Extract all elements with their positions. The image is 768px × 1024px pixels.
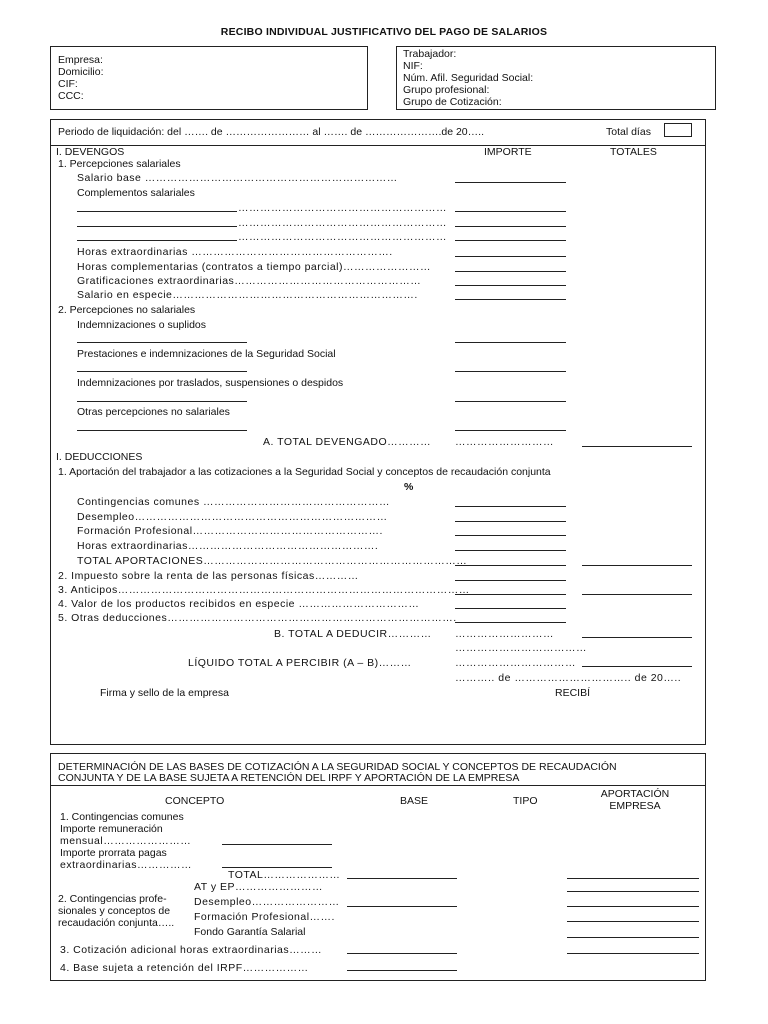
document-title: RECIBO INDIVIDUAL JUSTIFICATIVO DEL PAGO DE SALARIOS <box>220 26 548 38</box>
total-devengado-dots: ……………………… <box>455 436 554 448</box>
horas-extraordinarias-ded: Horas extraordinarias……………………………………………. <box>77 540 379 552</box>
horas-extra-ded-line[interactable] <box>455 550 566 551</box>
formacion-line[interactable] <box>455 535 566 536</box>
contingencias-comunes: Contingencias comunes …………………………………………… <box>77 496 390 508</box>
importe-prorrata: Importe prorrata pagas <box>60 847 167 859</box>
indemnizaciones-traslados: Indemnizaciones por traslados, suspensiones o despidos <box>77 377 344 389</box>
formacion-aportacion-line[interactable] <box>567 921 699 922</box>
complemento-1-dots: ………………………………………………… <box>238 202 447 214</box>
horas-complementarias-line[interactable] <box>455 271 566 272</box>
desempleo-aportacion-line[interactable] <box>567 906 699 907</box>
desempleo-line[interactable] <box>455 521 566 522</box>
empresa-fields <box>58 54 104 102</box>
cont-prof-line1: 2. Contingencias profe- <box>58 893 167 905</box>
fecha-line[interactable]: ……….. de ………………………….. de 20….. <box>455 672 682 684</box>
afiliacion-label: Núm. Afil. Seguridad Social: <box>403 72 534 84</box>
bases-heading-divider <box>50 785 706 786</box>
total-deducir-dots: ……………………… <box>455 628 554 640</box>
complemento-2-dots: ………………………………………………… <box>238 217 447 229</box>
totales-column-header: TOTALES <box>610 146 657 158</box>
remuneracion-mensual-line[interactable] <box>222 844 332 845</box>
formacion-profesional: Formación Profesional……………………………………………. <box>77 525 383 537</box>
cotizacion-adicional-aportacion-line[interactable] <box>567 953 699 954</box>
fondo-garantia: Fondo Garantía Salarial <box>194 926 306 938</box>
aportacion-trabajador: 1. Aportación del trabajador a las cotizaciones a la Seguridad Social y conceptos de recaudación conjunta <box>58 466 551 478</box>
total-aportaciones-line[interactable] <box>455 565 566 566</box>
base-retencion-irpf: 4. Base sujeta a retención del IRPF……………… <box>60 962 309 974</box>
total-deducir-label: B. TOTAL A DEDUCIR………… <box>274 628 432 640</box>
otras-percepciones-name-line[interactable] <box>77 430 247 431</box>
base-irpf-line[interactable] <box>347 970 457 971</box>
importe-column-header: IMPORTE <box>484 146 532 158</box>
desempleo: Desempleo…………………………………………………………… <box>77 511 388 523</box>
period-divider <box>50 145 706 146</box>
complemento-3-dots: ………………………………………………… <box>238 231 447 243</box>
periodo-liquidacion: Periodo de liquidación: del ……. de …………………… al ……. de ………………….de 20….. <box>58 126 484 138</box>
salario-base: Salario base …………………………………………………………… <box>77 172 398 184</box>
bases-heading-line2: CONJUNTA Y DE LA BASE SUJETA A RETENCIÓN DEL IRPF Y APORTACIÓN DE LA EMPRESA <box>58 772 520 784</box>
complemento-3-line[interactable] <box>455 240 566 241</box>
desempleo-base-line[interactable] <box>347 906 457 907</box>
indemnizaciones-line[interactable] <box>455 342 566 343</box>
horas-extraordinarias-line[interactable] <box>455 256 566 257</box>
at-ep-line[interactable] <box>567 891 699 892</box>
total-deducir-line[interactable] <box>582 637 692 638</box>
liquido-total-label: LÍQUIDO TOTAL A PERCIBIR (A – B)……… <box>188 657 412 669</box>
at-ep: AT y EP…………………… <box>194 881 324 893</box>
irpf-line[interactable] <box>455 580 566 581</box>
complemento-2-line[interactable] <box>455 226 566 227</box>
percent-header: % <box>404 481 414 493</box>
liquido-total-dots: …………………………… <box>455 657 576 669</box>
empresa-label: Empresa: <box>58 54 103 66</box>
otras-percepciones: Otras percepciones no salariales <box>77 406 230 418</box>
cif-label: CIF: <box>58 78 78 90</box>
prestaciones-line[interactable] <box>455 371 566 372</box>
deducciones-heading: I. DEDUCCIONES <box>56 451 143 463</box>
salario-especie: Salario en especie…………………………………………………………. <box>77 289 418 301</box>
trabajador-label: Trabajador: <box>403 48 457 60</box>
complemento-1-line[interactable] <box>455 211 566 212</box>
grupo-cotizacion-label: Grupo de Cotización: <box>403 96 502 108</box>
irpf: 2. Impuesto sobre la renta de las personas físicas………… <box>58 570 359 582</box>
anticipos: 3. Anticipos…………………………………………………………………………………… <box>58 584 470 596</box>
prorrata-line[interactable] <box>222 867 332 868</box>
otras-deducciones: 5. Otras deducciones……………………………………………………………………. <box>58 612 457 624</box>
indemnizaciones-name-line[interactable] <box>77 342 247 343</box>
horas-extraordinarias: Horas extraordinarias ………………………………………………. <box>77 246 393 258</box>
aportacion-header-line2: EMPRESA <box>609 800 661 812</box>
bases-total-aportacion-line[interactable] <box>567 878 699 879</box>
total-aportaciones-total-line[interactable] <box>582 565 692 566</box>
otras-percepciones-line[interactable] <box>455 430 566 431</box>
bases-total: TOTAL………………… <box>228 869 341 881</box>
liquido-total-line[interactable] <box>582 666 692 667</box>
percepciones-no-salariales: 2. Percepciones no salariales <box>58 304 196 316</box>
prestaciones-name-line[interactable] <box>77 371 247 372</box>
contingencias-profesionales <box>58 893 174 929</box>
total-aportaciones: TOTAL APORTACIONES……………………………………………………………… <box>77 555 468 567</box>
fondo-garantia-line[interactable] <box>567 937 699 938</box>
percepciones-salariales: 1. Percepciones salariales <box>58 158 181 170</box>
gratificaciones-line[interactable] <box>455 285 566 286</box>
prorrata-extraordinarias: extraordinarias…………… <box>60 859 192 871</box>
concepto-column-header: CONCEPTO <box>165 795 225 807</box>
recibi-label: RECIBÍ <box>555 687 591 699</box>
gratificaciones-extraordinarias: Gratificaciones extraordinarias…………………………………………… <box>77 275 422 287</box>
bases-heading-line1: DETERMINACIÓN DE LAS BASES DE COTIZACIÓN A LA SEGURIDAD SOCIAL Y CONCEPTOS DE RECAUDACIÓN <box>58 761 617 773</box>
bases-formacion: Formación Profesional……. <box>194 911 335 923</box>
salario-especie-line[interactable] <box>455 299 566 300</box>
complemento-2-name-line[interactable] <box>77 226 237 227</box>
total-dias-field[interactable] <box>664 123 692 137</box>
otras-deducciones-line[interactable] <box>455 622 566 623</box>
prestaciones-seguridad-social: Prestaciones e indemnizaciones de la Seguridad Social <box>77 348 336 360</box>
devengos-heading: I. DEVENGOS <box>56 146 125 158</box>
anticipos-line[interactable] <box>455 594 566 595</box>
traslados-name-line[interactable] <box>77 401 247 402</box>
contingencias-line[interactable] <box>455 506 566 507</box>
aportacion-column-header <box>570 788 700 812</box>
total-devengado-line[interactable] <box>582 446 692 447</box>
base-column-header: BASE <box>400 795 429 807</box>
cont-prof-line3: recaudación conjunta….. <box>58 917 175 929</box>
total-dias-label: Total días <box>606 126 651 138</box>
complementos-salariales: Complementos salariales <box>77 187 195 199</box>
extra-dots-row: ……………………………… <box>455 642 587 654</box>
salario-base-line[interactable] <box>455 182 566 183</box>
importe-remuneracion: Importe remuneración <box>60 823 163 835</box>
importe-mensual: mensual…………………… <box>60 835 192 847</box>
complemento-3-name-line[interactable] <box>77 240 237 241</box>
tipo-column-header: TIPO <box>513 795 538 807</box>
ccc-label: CCC: <box>58 90 84 102</box>
indemnizaciones-suplidos: Indemnizaciones o suplidos <box>77 319 206 331</box>
anticipos-total-line[interactable] <box>582 594 692 595</box>
grupo-profesional-label: Grupo profesional: <box>403 84 490 96</box>
bases-contingencias-comunes: 1. Contingencias comunes <box>60 811 184 823</box>
traslados-line[interactable] <box>455 401 566 402</box>
total-devengado-label: A. TOTAL DEVENGADO………… <box>263 436 432 448</box>
cotizacion-adicional-base-line[interactable] <box>347 953 457 954</box>
cotizacion-adicional: 3. Cotización adicional horas extraordinarias……… <box>60 944 323 956</box>
nif-label: NIF: <box>403 60 423 72</box>
domicilio-label: Domicilio: <box>58 66 104 78</box>
aportacion-header-line1: APORTACIÓN <box>600 788 670 800</box>
complemento-1-name-line[interactable] <box>77 211 237 212</box>
cont-prof-line2: sionales y conceptos de <box>58 905 171 917</box>
productos-especie-line[interactable] <box>455 608 566 609</box>
bases-total-base-line[interactable] <box>347 878 457 879</box>
firma-empresa: Firma y sello de la empresa <box>100 687 229 699</box>
bases-desempleo: Desempleo…………………… <box>194 896 340 908</box>
horas-complementarias: Horas complementarias (contratos a tiempo parcial)…………………… <box>77 261 432 273</box>
trabajador-fields <box>403 48 533 108</box>
productos-especie: 4. Valor de los productos recibidos en especie …………………………… <box>58 598 420 610</box>
